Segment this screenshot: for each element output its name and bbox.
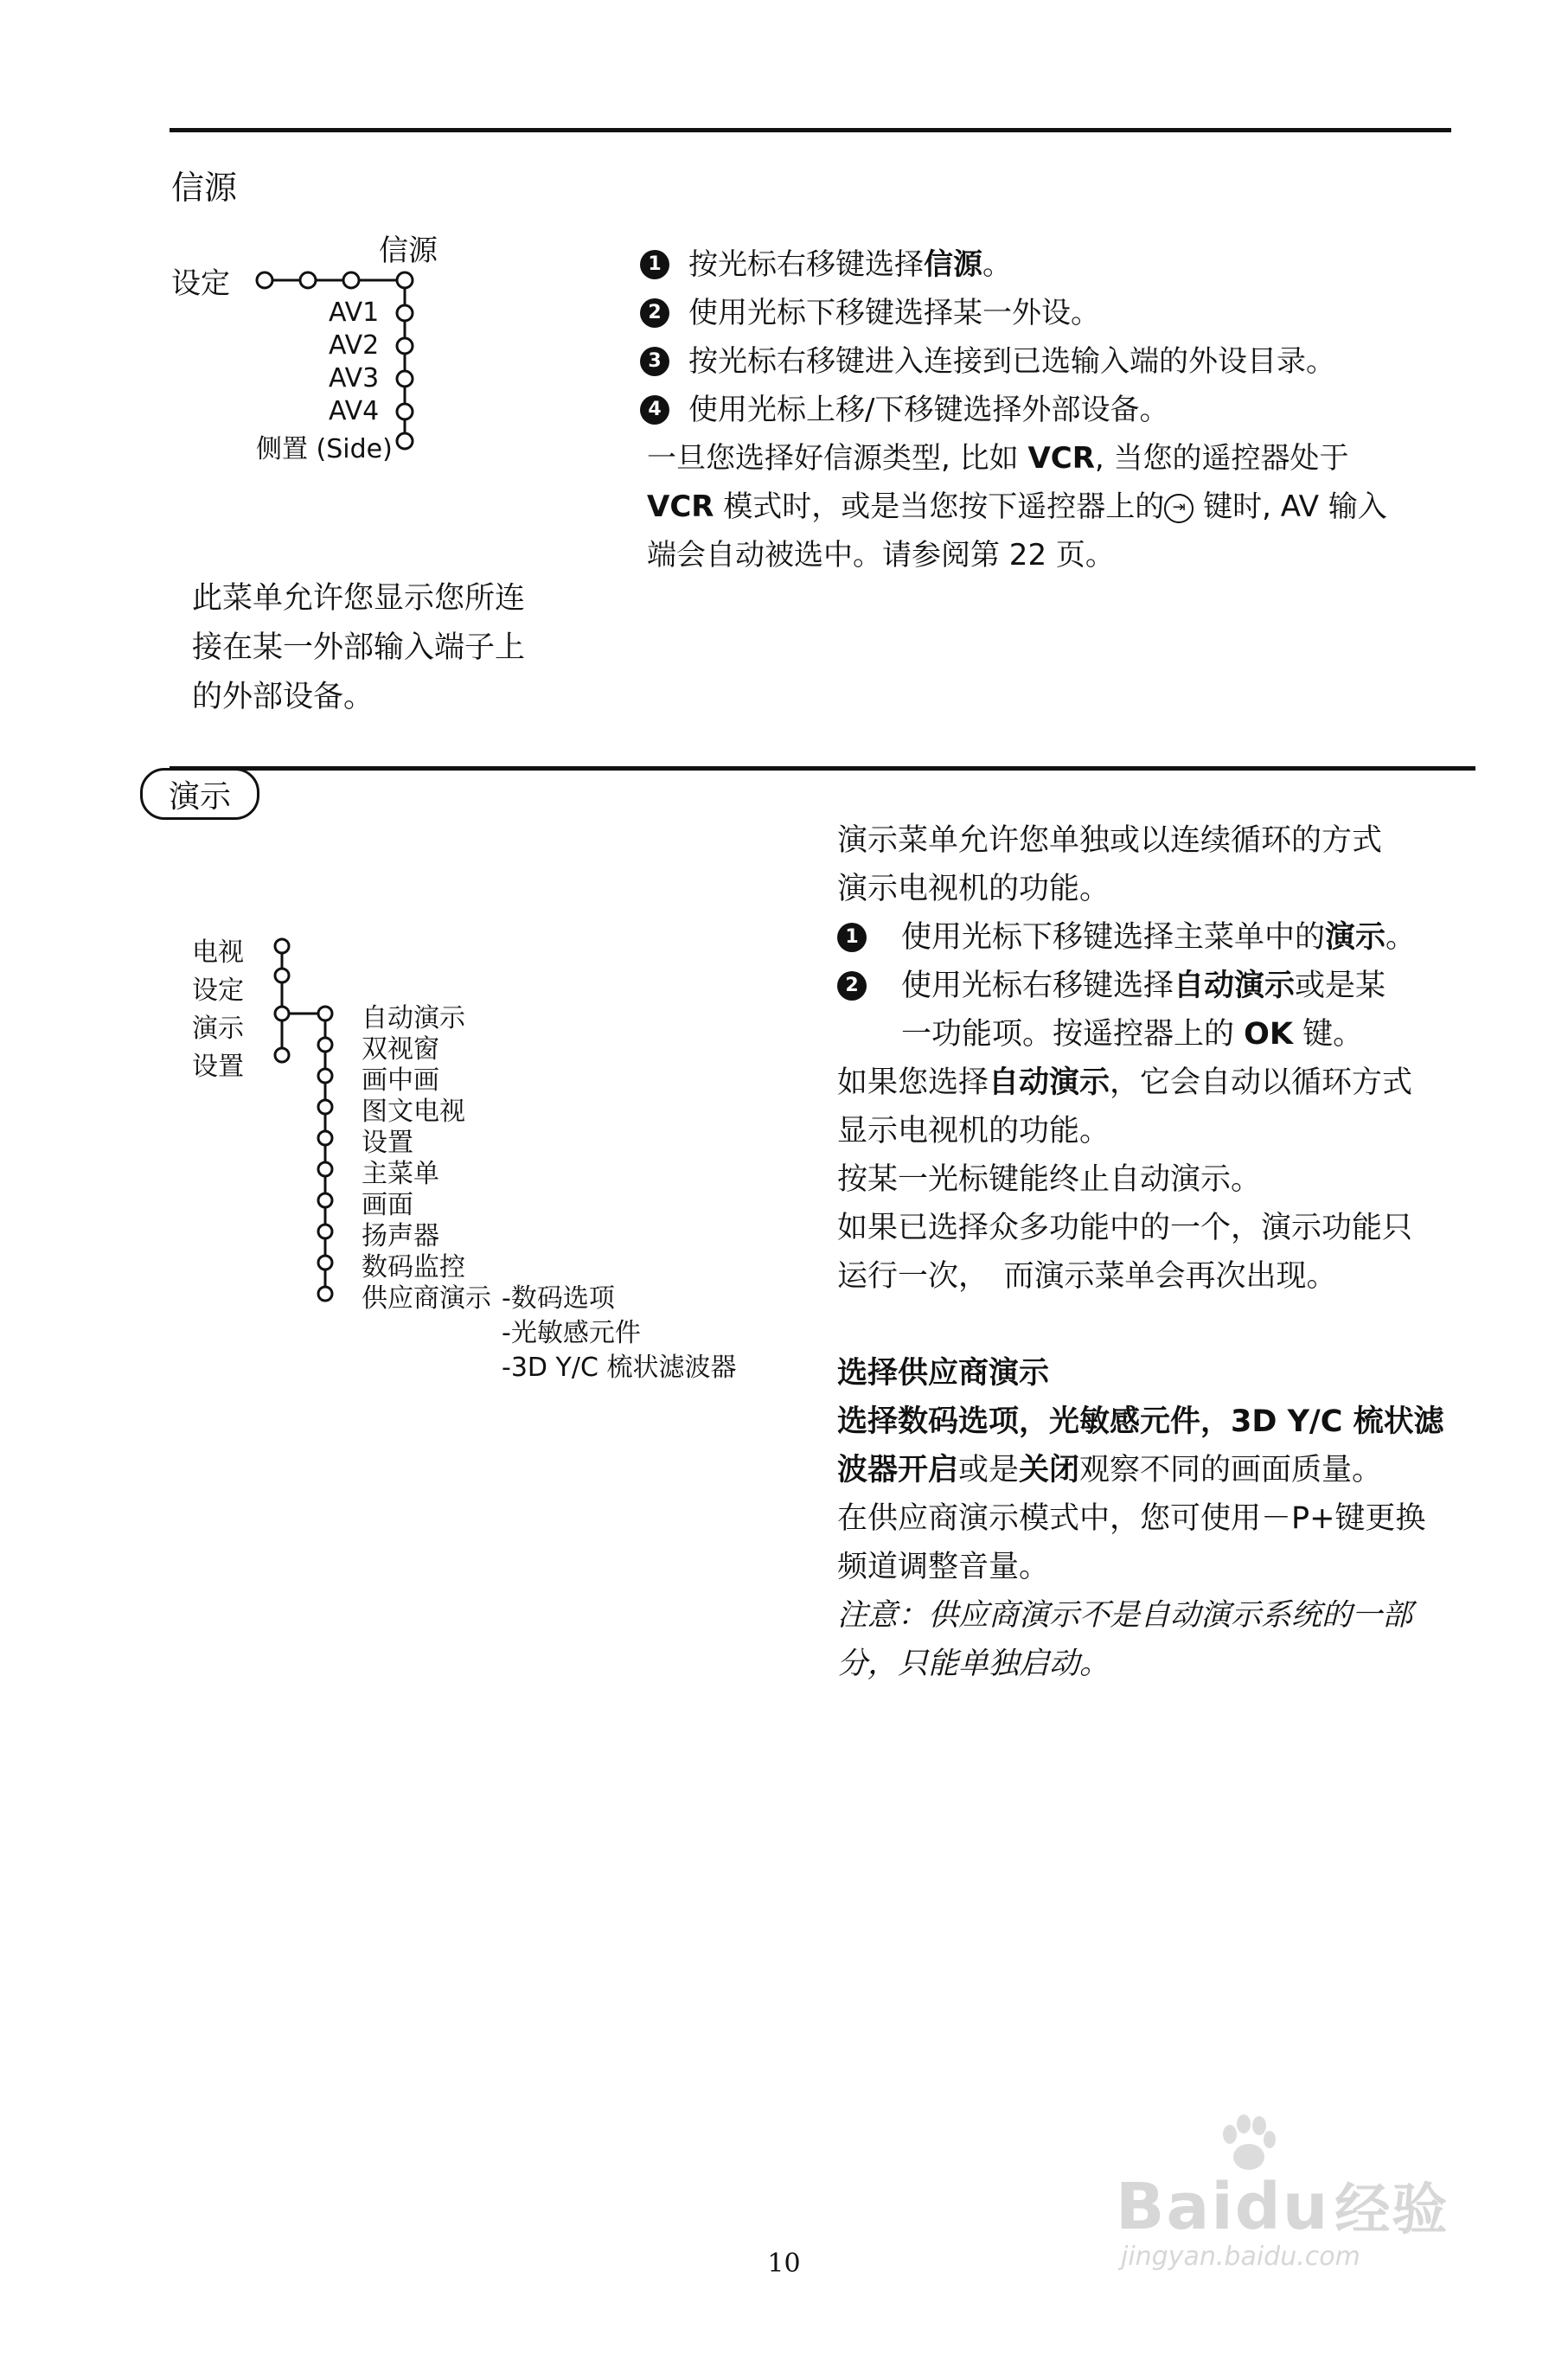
diagram-item-side: 侧置 (Side) bbox=[256, 434, 393, 464]
step-number-badge: 2 bbox=[837, 971, 867, 1001]
demo-main-item-setup: 设定 bbox=[192, 976, 244, 1006]
demo-sub-item-teletext: 图文电视 bbox=[362, 1097, 465, 1127]
demo-main-item-tv: 电视 bbox=[192, 937, 244, 968]
step-number-badge: 2 bbox=[640, 298, 669, 328]
section-title-source: 信源 bbox=[171, 169, 238, 207]
demo-step-2: 2 使用光标右移键选择自动演示或是某 一功能项。按遥控器上的 OK 键。 bbox=[837, 962, 1469, 1059]
demo-main-item-install: 设置 bbox=[192, 1052, 244, 1082]
vendor-item-light-sensor: -光敏感元件 bbox=[502, 1318, 641, 1348]
vendor-item-digital-options: -数码选项 bbox=[502, 1283, 615, 1314]
vendor-item-comb-filter: -3D Y/C 梳状滤波器 bbox=[502, 1353, 737, 1383]
step-number-badge: 1 bbox=[640, 250, 669, 279]
demo-text: 演示菜单允许您单独或以连续循环的方式 演示电视机的功能。 1 使用光标下移键选择主菜单中的演示。 2 使用光标右移键选择自动演示或是某 一功能项。按遥控器上的 OK 键。 如果您选择自动演示，它会自动以循环方式 显示电视机的功能。 按某一光标键能终止自动演示。 如果已选择众多功能中的一个，演示功能只 运行一次， 而演示菜单会再次出现。 选择供应商演示 选择数码选项，光敏感元件，3D Y/C 梳状滤 波器开启或是关闭观察不同的画面质量。 在供应商演示模式中，您可使用－P+键更换 频道调整音量。 注意：供应商演示不是自动演示系统的一部 分，只能单独启动。 bbox=[837, 816, 1469, 1688]
source-paragraph: 一旦您选择好信源类型, 比如 VCR, 当您的遥控器处于 VCR 模式时，或是当您按下遥控器上的 ⇥ 键时, AV 输入 端会自动被选中。请参阅第 22 页。 bbox=[647, 441, 1387, 573]
demo-step-1: 1 使用光标下移键选择主菜单中的演示。 bbox=[837, 913, 1469, 962]
baidu-watermark: Baidu经验 jingyan.baidu.com bbox=[1098, 2127, 1462, 2274]
demo-sub-item-dual-screen: 双视窗 bbox=[362, 1034, 439, 1065]
demo-para-auto: 如果您选择自动演示，它会自动以循环方式 bbox=[837, 1065, 1413, 1100]
demo-sub-item-pip: 画中画 bbox=[362, 1065, 439, 1096]
step-3: 3 按光标右移键进入连接到已选输入端的外设目录。 bbox=[640, 337, 1462, 386]
av-input-icon: ⇥ bbox=[1164, 494, 1194, 523]
demo-sub-item-main-menu: 主菜单 bbox=[362, 1159, 439, 1189]
demo-section-tab: 演示 bbox=[140, 768, 259, 820]
top-rule bbox=[170, 128, 1451, 132]
step-4: 4 使用光标上移/下移键选择外部设备。 bbox=[640, 386, 1462, 434]
diagram-item-av2: AV2 bbox=[329, 330, 380, 361]
section-rule bbox=[170, 766, 1475, 771]
demo-sub-item-setup: 设置 bbox=[362, 1128, 413, 1158]
demo-menu-diagram bbox=[259, 934, 355, 1306]
step-number-badge: 4 bbox=[640, 395, 669, 425]
diagram-top-label: 信源 bbox=[379, 233, 438, 268]
page-number: 10 bbox=[767, 2248, 801, 2279]
demo-sub-item-digital-monitor: 数码监控 bbox=[362, 1252, 465, 1283]
demo-main-item-demo: 演示 bbox=[192, 1014, 244, 1044]
demo-para-stop: 按某一光标键能终止自动演示。 bbox=[837, 1162, 1262, 1197]
source-description: 此菜单允许您显示您所连 接在某一外部输入端子上 的外部设备。 bbox=[192, 581, 526, 714]
diagram-root-label: 设定 bbox=[171, 266, 230, 301]
demo-sub-item-picture: 画面 bbox=[362, 1190, 413, 1220]
step-number-badge: 1 bbox=[837, 923, 867, 952]
source-steps bbox=[640, 240, 1462, 579]
diagram-item-av1: AV1 bbox=[329, 297, 380, 328]
diagram-item-av4: AV4 bbox=[329, 396, 380, 426]
diagram-item-av3: AV3 bbox=[329, 363, 380, 393]
vendor-demo-subheading: 选择供应商演示 bbox=[837, 1356, 1050, 1391]
demo-sub-item-auto-demo: 自动演示 bbox=[362, 1003, 465, 1033]
demo-sub-item-vendor-demo: 供应商演示 bbox=[362, 1283, 491, 1314]
step-1: 1 按光标右移键选择信源。 bbox=[640, 240, 1462, 289]
vendor-demo-note: 注意：供应商演示不是自动演示系统的一部 bbox=[837, 1598, 1413, 1633]
demo-sub-item-speaker: 扬声器 bbox=[362, 1221, 439, 1251]
step-number-badge: 3 bbox=[640, 347, 669, 376]
step-2: 2 使用光标下移键选择某一外设。 bbox=[640, 289, 1462, 337]
